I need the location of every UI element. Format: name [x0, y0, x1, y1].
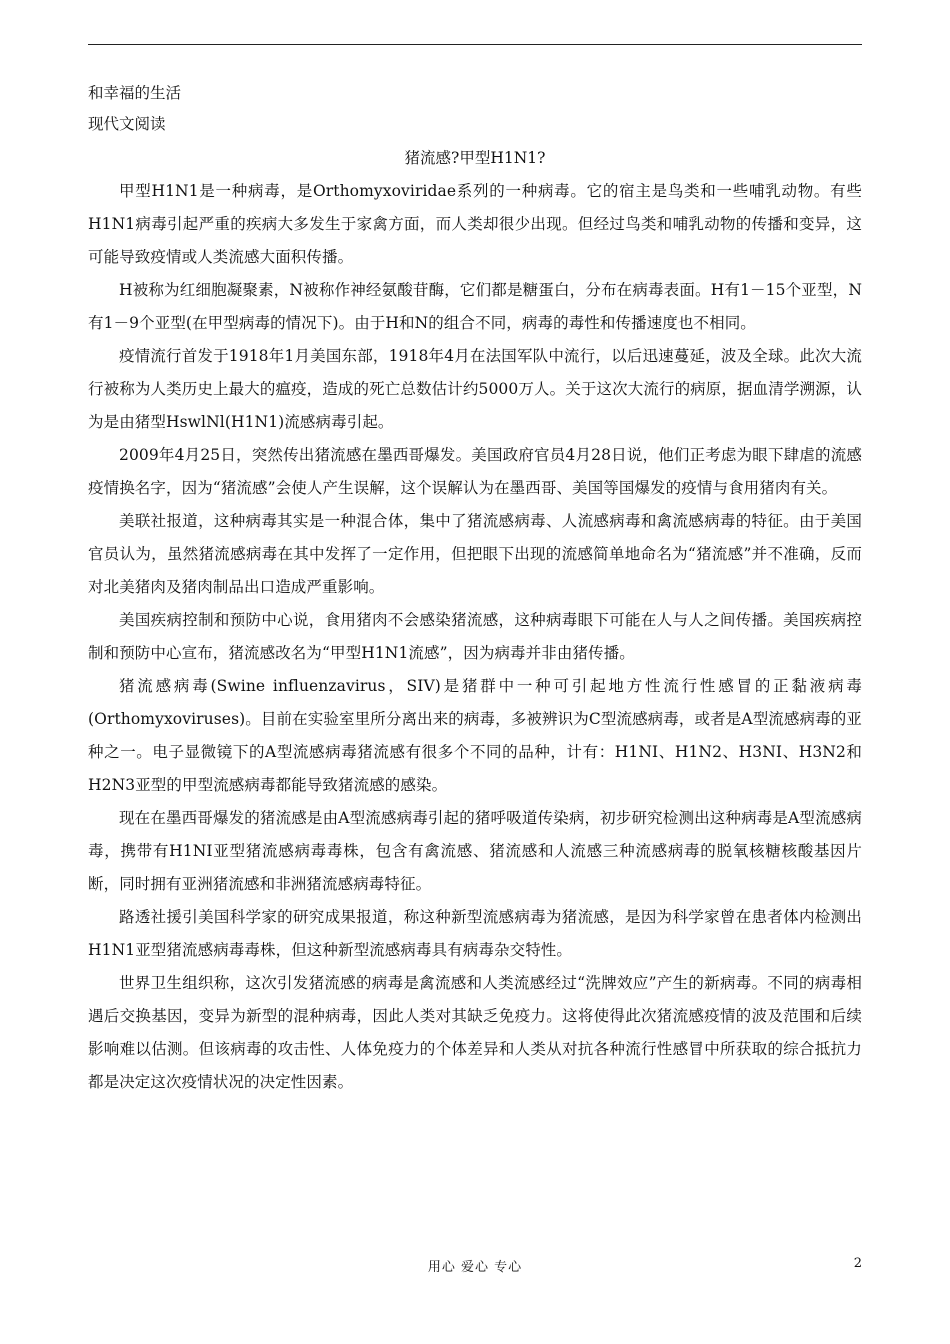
header-rule	[88, 44, 862, 45]
paragraph-2: H被称为红细胞凝聚素，N被称作神经氨酸苷酶，它们都是糖蛋白，分布在病毒表面。H有1－15个亚型，N有1－9个亚型(在甲型病毒的情况下)。由于H和N的组合不同，病毒的毒性和传播速度也不相同。	[88, 281, 862, 332]
paragraph-6: 美国疾病控制和预防中心说，食用猪肉不会感染猪流感，这种病毒眼下可能在人与人之间传播。美国疾病控制和预防中心宣布，猪流感改名为“甲型H1N1流感”，因为病毒并非由猪传播。	[88, 611, 862, 662]
paragraph-1: 甲型H1N1是一种病毒，是Orthomyxoviridae系列的一种病毒。它的宿主是鸟类和一些哺乳动物。有些H1N1病毒引起严重的疾病大多发生于家禽方面，而人类却很少出现。但经过鸟类和哺乳动物的传播和变异，这可能导致疫情或人类流感大面积传播。	[88, 182, 862, 266]
intro-line-1: 和幸福的生活	[88, 84, 182, 102]
footer-motto: 用心 爱心 专心	[427, 1260, 523, 1275]
paragraph-7: 猪流感病毒(Swine influenzavirus，SIV)是猪群中一种可引起地方性流行性感冒的正黏液病毒(Orthomyxoviruses)。目前在实验室里所分离出来的病毒，多被辨识为C型流感病毒，或者是A型流感病毒的亚种之一。电子显微镜下的A型流感病毒猪流感有很多个不同的品种，计有：H1NI、H1N2、H3NI、H3N2和H2N3亚型的甲型流感病毒都能导致猪流感的感染。	[88, 677, 862, 794]
article-title: 猪流感?甲型H1N1?	[404, 149, 546, 167]
paragraph-9: 路透社援引美国科学家的研究成果报道，称这种新型流感病毒为猪流感，是因为科学家曾在患者体内检测出H1N1亚型猪流感病毒毒株，但这种新型流感病毒具有病毒杂交特性。	[88, 908, 862, 959]
paragraph-8: 现在在墨西哥爆发的猪流感是由A型流感病毒引起的猪呼吸道传染病，初步研究检测出这种病毒是A型流感病毒，携带有H1NI亚型猪流感病毒毒株，包含有禽流感、猪流感和人流感三种流感病毒的脱氧核糖核酸基因片断，同时拥有亚洲猪流感和非洲猪流感病毒特征。	[88, 809, 862, 893]
page-number: 2	[853, 1256, 862, 1271]
section-label: 现代文阅读	[88, 115, 166, 133]
paragraph-4: 2009年4月25日，突然传出猪流感在墨西哥爆发。美国政府官员4月28日说，他们正考虑为眼下肆虐的流感疫情换名字，因为“猪流感”会使人产生误解，这个误解认为在墨西哥、美国等国爆发的疫情与食用猪肉有关。	[88, 446, 862, 497]
page-content	[88, 78, 862, 1099]
paragraph-10: 世界卫生组织称，这次引发猪流感的病毒是禽流感和人类流感经过“洗牌效应”产生的新病毒。不同的病毒相遇后交换基因，变异为新型的混种病毒，因此人类对其缺乏免疫力。这将使得此次猪流感疫情的波及范围和后续影响难以估测。但该病毒的攻击性、人体免疫力的个体差异和人类从对抗各种流行性感冒中所获取的综合抵抗力都是决定这次疫情状况的决定性因素。	[88, 974, 862, 1091]
paragraph-3: 疫情流行首发于1918年1月美国东部，1918年4月在法国军队中流行，以后迅速蔓延，波及全球。此次大流行被称为人类历史上最大的瘟疫，造成的死亡总数估计约5000万人。关于这次大流行的病原，据血清学溯源，认为是由猪型HswlNl(H1N1)流感病毒引起。	[88, 347, 862, 431]
paragraph-5: 美联社报道，这种病毒其实是一种混合体，集中了猪流感病毒、人流感病毒和禽流感病毒的特征。由于美国官员认为，虽然猪流感病毒在其中发挥了一定作用，但把眼下出现的流感简单地命名为“猪流感”并不准确，反而对北美猪肉及猪肉制品出口造成严重影响。	[88, 512, 862, 596]
